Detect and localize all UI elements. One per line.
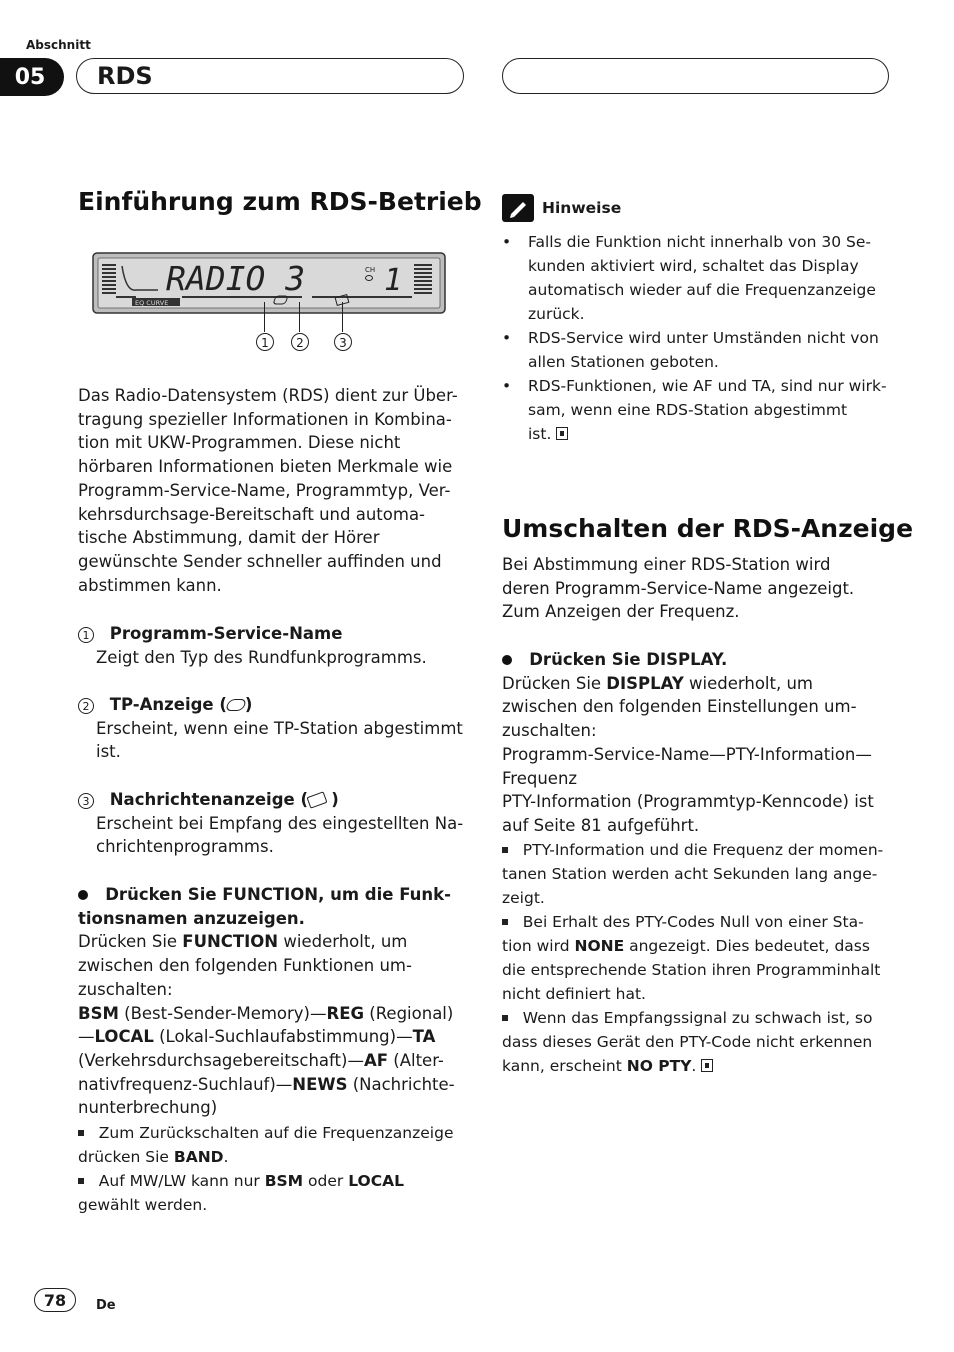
function-step <box>78 883 470 1120</box>
bullet-dot <box>78 890 88 900</box>
square-bullet <box>78 1130 84 1136</box>
local-label: LOCAL <box>348 1172 404 1190</box>
channel-number: 1 <box>384 263 403 298</box>
end-mark-icon <box>556 427 568 440</box>
text: RDS-Funktionen, wie AF und TA, sind nur wirk- <box>528 377 887 395</box>
item-3-title-a: Nachrichtenanzeige ( <box>109 790 308 809</box>
bsm-label: BSM <box>78 1003 119 1023</box>
function-key: FUNCTION <box>182 932 279 952</box>
text: zurück. <box>528 305 585 323</box>
text: angezeigt. Dies bedeutet, dass <box>624 937 870 955</box>
text: dass dieses Gerät den PTY-Code nicht erkennen <box>502 1033 873 1051</box>
language-label: De <box>96 1298 116 1313</box>
text: (Lokal-Suchlaufabstimmung)— <box>153 1027 413 1047</box>
text: wiederholt, um <box>278 932 408 952</box>
text: Drücken Sie <box>502 673 607 693</box>
text: ist. <box>528 425 552 443</box>
text: zuschalten: <box>78 979 173 999</box>
intro-line: Das Radio-Datensystem (RDS) dient zur Über- <box>78 386 458 405</box>
right-notes <box>502 838 894 1078</box>
bullet-dot <box>502 655 512 665</box>
end-mark-icon <box>701 1059 713 1072</box>
text: Frequenz <box>502 768 578 788</box>
text: auf Seite 81 aufgeführt. <box>502 815 700 835</box>
text: (Nachrichte- <box>347 1074 455 1094</box>
hinweise-title: Hinweise <box>542 199 622 217</box>
text: Bei Abstimmung einer RDS-Station wird <box>502 555 831 574</box>
item-1-desc: Zeigt den Typ des Rundfunkprogramms. <box>96 647 427 667</box>
reg-label: REG <box>326 1003 365 1023</box>
square-bullet <box>502 919 508 925</box>
heading-rds-display: Umschalten der RDS-Anzeige <box>502 514 914 543</box>
display-step <box>502 648 894 838</box>
news-label: NEWS <box>292 1074 348 1094</box>
function-step-title: Drücken Sie FUNCTION, um die Funk- <box>105 885 451 904</box>
text: RDS-Service wird unter Umständen nicht von <box>528 329 879 347</box>
text: nicht definiert hat. <box>502 985 646 1003</box>
function-step-title: tionsnamen anzuzeigen. <box>78 908 305 928</box>
item-1-number: 1 <box>78 627 94 643</box>
text: tanen Station werden acht Sekunden lang ange- <box>502 865 878 883</box>
section-label: Abschnitt <box>26 38 91 52</box>
text: — <box>78 1027 95 1047</box>
text: gewählt werden. <box>78 1196 208 1214</box>
callout-2: 2 <box>291 333 309 351</box>
section-number: 05 <box>0 58 64 96</box>
text: drücken Sie <box>78 1148 174 1166</box>
text: nativfrequenz-Suchlauf)— <box>78 1074 293 1094</box>
display-text: RADIO 3 <box>166 259 306 298</box>
display-intro <box>502 553 894 624</box>
section-title: RDS <box>97 62 153 90</box>
text: PTY-Information und die Frequenz der momen- <box>522 841 884 859</box>
display-key: DISPLAY <box>606 673 684 693</box>
intro-line: Programm-Service-Name, Programmtyp, Ver- <box>78 480 451 500</box>
text: oder <box>303 1172 349 1190</box>
text: Zum Anzeigen der Frequenz. <box>502 602 740 622</box>
callout-1: 1 <box>256 333 274 351</box>
text: Programm-Service-Name—PTY-Information— <box>502 744 872 764</box>
bsm-label: BSM <box>264 1172 304 1190</box>
none-label: NONE <box>574 937 625 955</box>
hinweise-list <box>502 230 894 446</box>
left-notes <box>78 1121 470 1217</box>
square-bullet <box>502 847 508 853</box>
af-label: AF <box>363 1050 389 1070</box>
intro-line: tion mit UKW-Programmen. Diese nicht <box>78 433 401 453</box>
intro-line: tische Abstimmung, damit der Hörer <box>78 528 380 548</box>
text: (Alter- <box>388 1050 444 1070</box>
intro-paragraph <box>78 384 468 597</box>
intro-line: kehrsdurchsage-Bereitschaft und automa- <box>78 504 426 524</box>
item-2-number: 2 <box>78 698 94 714</box>
text: Zum Zurückschalten auf die Frequenzanzeige <box>98 1124 454 1142</box>
intro-line: abstimmen kann. <box>78 575 222 595</box>
callout-3: 3 <box>334 333 352 351</box>
text: zeigt. <box>502 889 545 907</box>
text: Auf MW/LW kann nur <box>98 1172 265 1190</box>
item-3-desc: Erscheint bei Empfang des eingestellten Na- <box>96 813 464 833</box>
text: allen Stationen geboten. <box>528 353 719 371</box>
display-step-title: Drücken Sie DISPLAY. <box>529 650 728 669</box>
text: zwischen den folgenden Einstellungen um- <box>502 697 857 717</box>
text: PTY-Information (Programmtyp-Kenncode) ist <box>502 792 874 812</box>
text: nunterbrechung) <box>78 1098 218 1118</box>
text: . <box>223 1148 229 1166</box>
square-bullet <box>78 1178 84 1184</box>
text: tion wird <box>502 937 575 955</box>
text: Bei Erhalt des PTY-Codes Null von einer Sta- <box>522 913 864 931</box>
text: Wenn das Empfangssignal zu schwach ist, so <box>522 1009 873 1027</box>
text: sam, wenn eine RDS-Station abgestimmt <box>528 401 848 419</box>
hinweis-item <box>502 230 894 326</box>
ta-label: TA <box>412 1027 436 1047</box>
item-2 <box>78 693 468 764</box>
text: (Best-Sender-Memory)— <box>118 1003 327 1023</box>
text: deren Programm-Service-Name angezeigt. <box>502 578 855 598</box>
item-1 <box>78 622 468 669</box>
ch-label: CH <box>365 266 376 274</box>
text: (Regional) <box>364 1003 454 1023</box>
display-illustration <box>92 252 446 314</box>
page-number: 78 <box>34 1288 76 1312</box>
section-title-box <box>76 58 464 94</box>
text: kunden aktiviert wird, schaltet das Display <box>528 257 859 275</box>
item-2-title-a: TP-Anzeige ( <box>109 695 227 714</box>
callout-line-3 <box>342 302 343 332</box>
heading-rds-intro: Einführung zum RDS-Betrieb <box>78 187 482 216</box>
item-2-desc: Erscheint, wenn eine TP-Station abgestimmt <box>96 718 463 738</box>
item-3-desc: chrichtenprogramms. <box>96 837 274 857</box>
intro-line: tragung spezieller Informationen in Kombina- <box>78 409 452 429</box>
text: . <box>691 1057 697 1075</box>
text: die entsprechende Station ihren Programminhalt <box>502 961 881 979</box>
pencil-icon <box>502 194 534 222</box>
bullet: • <box>502 329 512 347</box>
intro-line: gewünschte Sender schneller auffinden und <box>78 551 442 571</box>
text: (Verkehrsdurchsagebereitschaft)— <box>78 1050 364 1070</box>
band-label: BAND <box>173 1148 224 1166</box>
no-pty-label: NO PTY <box>626 1057 692 1075</box>
empty-title-box <box>502 58 889 94</box>
text: zuschalten: <box>502 721 597 741</box>
item-3-number: 3 <box>78 793 94 809</box>
bullet: • <box>502 233 512 251</box>
bullet: • <box>502 377 512 395</box>
local-label: LOCAL <box>94 1027 154 1047</box>
text: wiederholt, um <box>683 673 813 693</box>
square-bullet <box>502 1015 508 1021</box>
eq-curve-label: EQ CURVE <box>135 299 169 307</box>
text: kann, erscheint <box>502 1057 627 1075</box>
hinweis-item <box>502 374 894 446</box>
hinweis-item <box>502 326 894 374</box>
text: Drücken Sie <box>78 932 183 952</box>
callout-line-2 <box>299 302 300 332</box>
item-3 <box>78 788 468 859</box>
item-1-title: Programm-Service-Name <box>109 624 343 643</box>
item-3-title-b: ) <box>331 790 339 809</box>
callout-line-1 <box>264 302 265 332</box>
text: zwischen den folgenden Funktionen um- <box>78 956 412 976</box>
item-2-title-b: ) <box>244 695 253 714</box>
item-2-desc: ist. <box>96 742 121 762</box>
tp-icon <box>225 699 247 711</box>
news-icon <box>306 791 327 808</box>
text: automatisch wieder auf die Frequenzanzeige <box>528 281 876 299</box>
intro-line: hörbaren Informationen bieten Merkmale wie <box>78 457 453 477</box>
text: Falls die Funktion nicht innerhalb von 30 Se- <box>528 233 872 251</box>
